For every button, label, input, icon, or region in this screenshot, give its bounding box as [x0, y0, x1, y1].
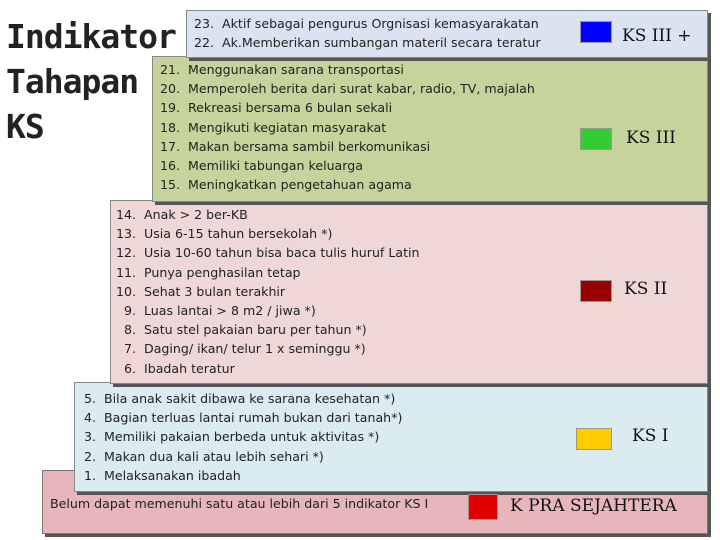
item-text: Makan bersama sambil berkomunikasi — [188, 138, 431, 154]
ks1-color-swatch — [576, 428, 612, 450]
item-number: 6. — [123, 360, 136, 376]
list-item — [114, 320, 420, 339]
item-number: 21. — [159, 62, 180, 77]
list-item — [114, 301, 420, 320]
title-line-1: Indikator — [6, 17, 176, 56]
item-number: 8. — [123, 322, 136, 338]
item-number: 12. — [115, 245, 136, 261]
item-text: Daging/ ikan/ telur 1 x seminggu *) — [144, 341, 366, 357]
ks3-color-swatch — [580, 128, 612, 150]
item-number: 23. — [193, 16, 214, 31]
item-text: Sehat 3 bulan terakhir — [144, 283, 286, 299]
pra-sejahtera-label: K PRA SEJAHTERA — [510, 496, 677, 516]
item-number: 19. — [159, 100, 180, 116]
item-number: 3. — [83, 429, 96, 445]
item-number: 18. — [159, 119, 180, 135]
item-number: 1. — [83, 467, 96, 483]
item-number: 17. — [159, 138, 180, 154]
ks1-indicator-list — [80, 389, 402, 485]
ks3-indicator-list — [158, 60, 535, 194]
item-number: 4. — [83, 410, 96, 426]
item-text: Luas lantai > 8 m2 / jiwa *) — [144, 302, 316, 318]
list-item — [158, 79, 535, 98]
item-text: Anak > 2 ber-KB — [144, 207, 248, 222]
list-item — [114, 263, 420, 282]
item-number: 14. — [115, 207, 136, 222]
ks3plus-indicator-list — [192, 14, 541, 52]
item-text: Meningkatkan pengetahuan agama — [188, 177, 412, 193]
item-text: Mengikuti kegiatan masyarakat — [188, 119, 387, 135]
list-item — [114, 205, 420, 224]
list-item — [80, 466, 402, 485]
ks3plus-label: KS III + — [622, 26, 692, 46]
item-text: Makan dua kali atau lebih sehari *) — [104, 448, 324, 464]
item-text: Memiliki tabungan keluarga — [188, 157, 363, 173]
item-number: 20. — [159, 81, 180, 97]
item-number: 5. — [83, 391, 96, 406]
list-item — [158, 156, 535, 175]
ks1-label: KS I — [632, 426, 669, 446]
item-text: Aktif sebagai pengurus Orgnisasi kemasyarakatan — [222, 16, 539, 31]
item-number: 10. — [115, 283, 136, 299]
item-number: 7. — [123, 341, 136, 357]
item-text: Rekreasi bersama 6 bulan sekali — [188, 100, 393, 116]
item-text: Bila anak sakit dibawa ke sarana kesehatan *) — [104, 391, 396, 406]
item-text: Satu stel pakaian baru per tahun *) — [144, 322, 367, 338]
list-item — [158, 118, 535, 137]
item-text: Menggunakan sarana transportasi — [188, 62, 404, 77]
list-item — [192, 14, 541, 33]
item-text: Usia 6-15 tahun bersekolah *) — [144, 226, 333, 242]
pra-sejahtera-description: Belum dapat memenuhi satu atau lebih dari 5 indikator KS I — [50, 496, 429, 511]
title-line-2: Tahapan — [6, 62, 139, 101]
list-item — [192, 33, 541, 52]
item-text: Ibadah teratur — [144, 360, 235, 376]
item-number: 9. — [123, 302, 136, 318]
list-item — [158, 60, 535, 79]
item-text: Melaksanakan ibadah — [104, 467, 241, 483]
item-number: 22. — [193, 35, 214, 51]
ks3-label: KS III — [626, 128, 676, 148]
list-item — [80, 408, 402, 427]
list-item — [114, 243, 420, 262]
item-text: Usia 10-60 tahun bisa baca tulis huruf Latin — [144, 245, 420, 261]
list-item — [158, 175, 535, 194]
ks2-color-swatch — [580, 280, 612, 302]
item-number: 11. — [115, 264, 136, 280]
list-item — [158, 137, 535, 156]
list-item — [114, 282, 420, 301]
item-text: Bagian terluas lantai rumah bukan dari tanah*) — [104, 410, 403, 426]
list-item — [80, 389, 402, 408]
list-item — [80, 427, 402, 446]
list-item — [114, 359, 420, 378]
item-number: 16. — [159, 157, 180, 173]
list-item — [114, 339, 420, 358]
pra-sejahtera-color-swatch — [468, 494, 498, 520]
item-text: Punya penghasilan tetap — [144, 264, 301, 280]
list-item — [80, 447, 402, 466]
item-text: Memperoleh berita dari surat kabar, radio, TV, majalah — [188, 81, 535, 97]
item-number: 13. — [115, 226, 136, 242]
item-text: Ak.Memberikan sumbangan materil secara teratur — [222, 35, 541, 51]
ks2-indicator-list — [114, 205, 420, 378]
list-item — [114, 224, 420, 243]
item-number: 2. — [83, 448, 96, 464]
item-number: 15. — [159, 177, 180, 193]
ks2-label: KS II — [624, 279, 668, 299]
title-line-3: KS — [6, 107, 44, 146]
ks3plus-color-swatch — [580, 21, 612, 43]
item-text: Memiliki pakaian berbeda untuk aktivitas *) — [104, 429, 380, 445]
list-item — [158, 98, 535, 117]
